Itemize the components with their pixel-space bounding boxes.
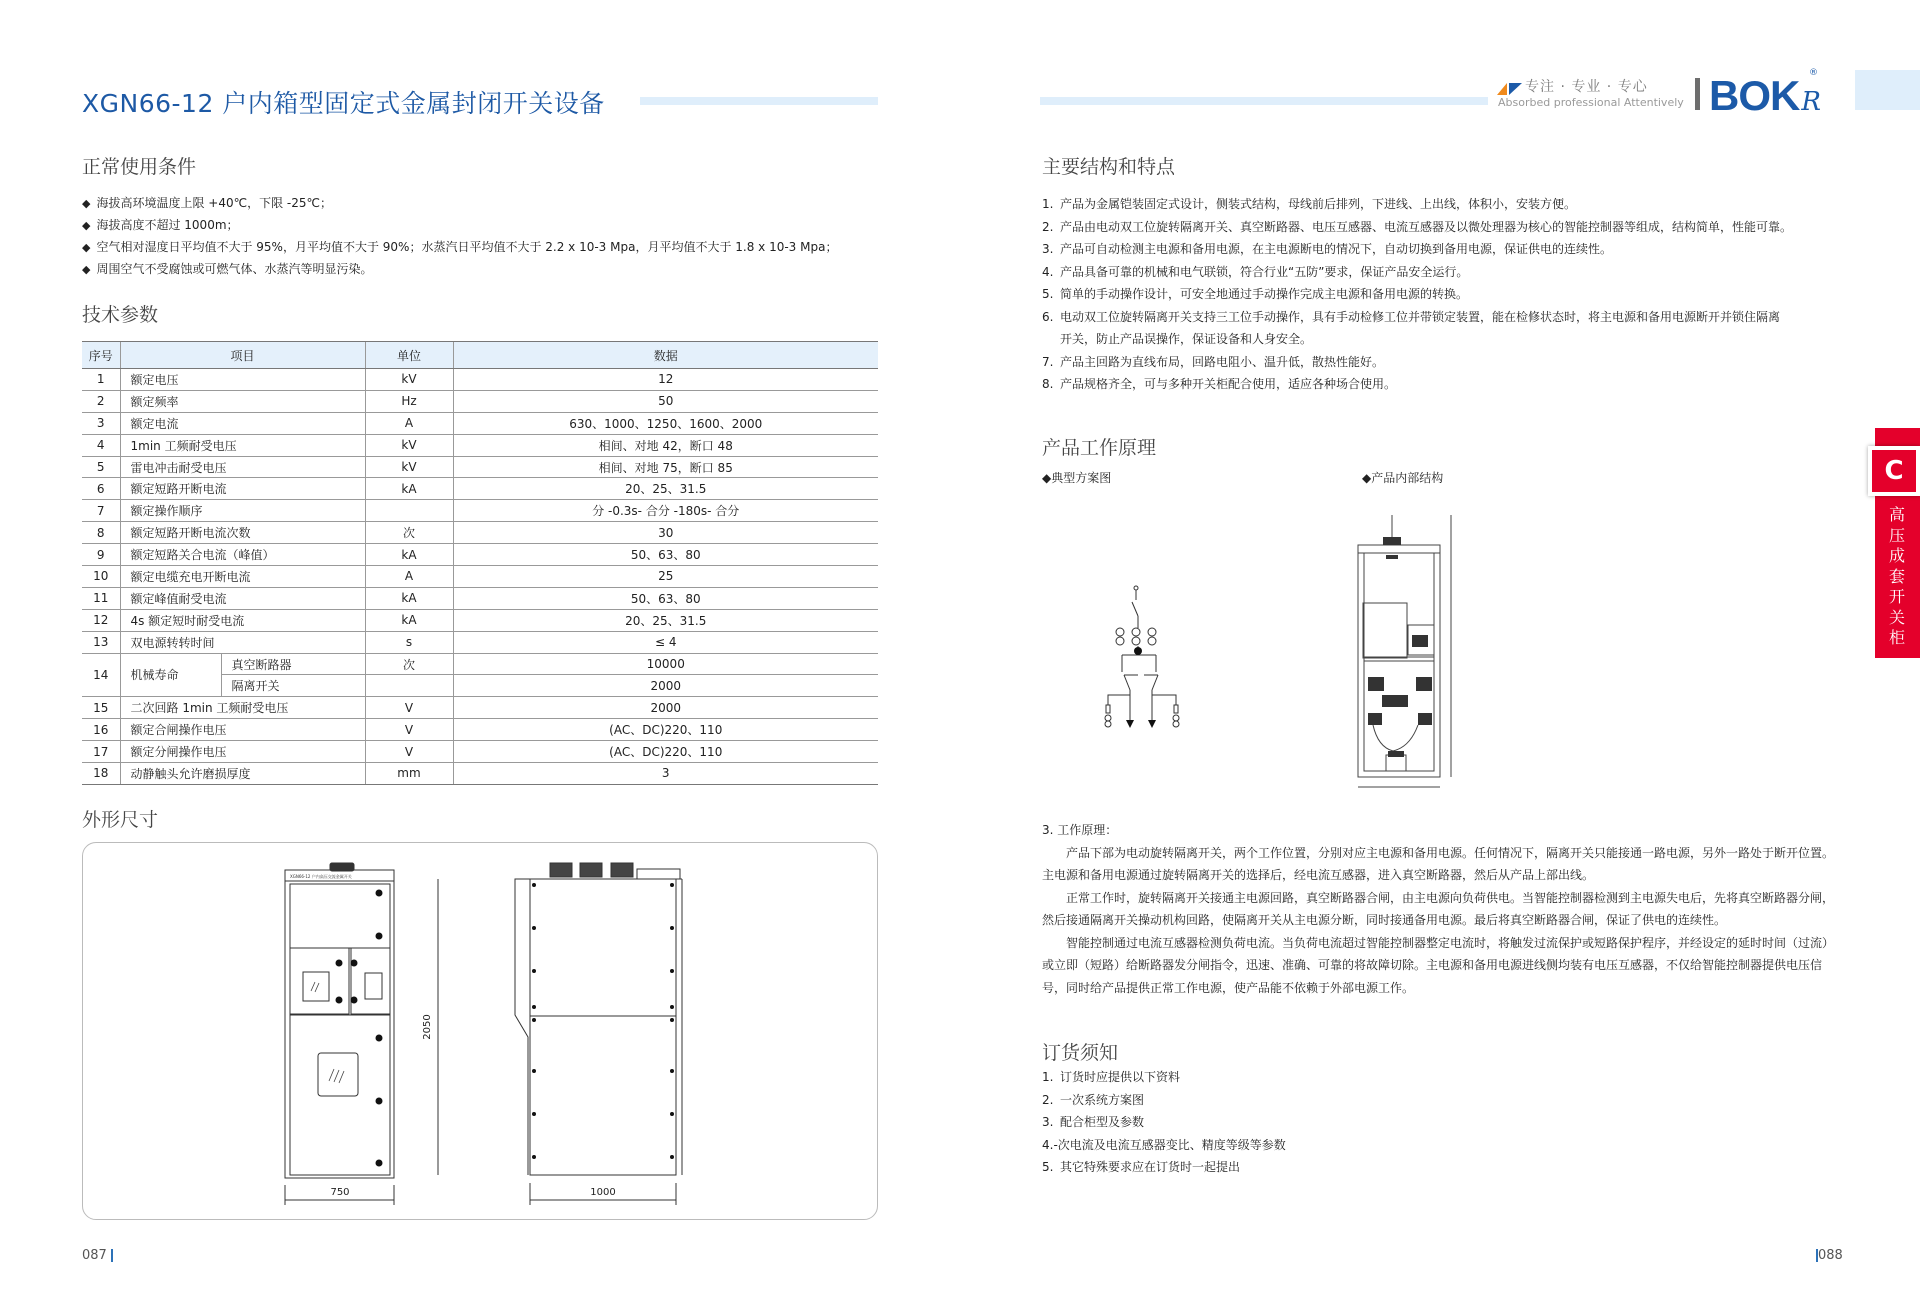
diamond-bullet-icon: ◆ — [82, 219, 91, 232]
table-row — [82, 456, 878, 478]
ordering-list — [1042, 1066, 1286, 1179]
principle-text — [1042, 819, 1842, 999]
list-text: 产品规格齐全，可与多种开关柜配合使用，适应各种场合使用。 — [1060, 377, 1397, 391]
cell-item: 额定合闸操作电压 — [120, 719, 365, 741]
cell-value: 相间、对地 42，断口 48 — [453, 434, 878, 456]
table-row — [82, 697, 878, 719]
page-number-divider — [111, 1249, 113, 1262]
cell-no: 7 — [82, 500, 120, 522]
cell-subitem: 真空断路器 — [221, 653, 365, 675]
table-row — [82, 609, 878, 631]
table-row — [82, 653, 878, 675]
conditions-list — [82, 192, 837, 280]
list-text: 产品由电动双工位旋转隔离开关、真空断路器、电压互感器、电流互感器及以微处理器为核心的智能控制器等组成，结构简单，性能可靠。 — [1060, 219, 1793, 234]
list-text: 产品可自动检测主电源和备用电源，在主电源断电的情况下，自动切换到备用电源，保证供电的连续性。 — [1060, 242, 1613, 256]
table-row — [82, 587, 878, 609]
list-item — [1042, 328, 1792, 351]
list-text: 配合柜型及参数 — [1060, 1115, 1145, 1129]
list-text: 开关，防止产品误操作，保证设备和人身安全。 — [1060, 332, 1313, 346]
features-list — [1042, 193, 1792, 396]
dimension-drawing-frame — [82, 842, 878, 1220]
cell-no: 4 — [82, 434, 120, 456]
list-item — [1042, 306, 1792, 329]
list-text: 产品为金属铠装固定式设计，侧装式结构，母线前后排列，下进线、上出线，体积小，安装方便。 — [1060, 197, 1577, 211]
cell-item: 额定短路关合电流（峰值） — [120, 544, 365, 566]
page-number-left: 087 — [82, 1248, 113, 1263]
cell-value: 20、25、31.5 — [453, 478, 878, 500]
list-item — [1042, 1089, 1286, 1112]
cell-value: 630、1000、1250、1600、2000 — [453, 412, 878, 434]
table-header-row — [82, 342, 878, 369]
cell-unit: mm — [365, 763, 453, 785]
cell-value: 2000 — [453, 675, 878, 697]
cell-value: 50、63、80 — [453, 544, 878, 566]
list-number: 4.- — [1042, 1137, 1058, 1152]
list-item — [1042, 238, 1792, 261]
cell-item: 双电源转转时间 — [120, 631, 365, 653]
diamond-bullet-icon: ◆ — [1362, 471, 1372, 485]
cell-item: 额定电压 — [120, 369, 365, 391]
cell-value: 25 — [453, 566, 878, 588]
principle-paragraph: 产品下部为电动旋转隔离开关，两个工作位置，分别对应主电源和备用电源。任何情况下，隔离开关只能接通一路电源，另外一路处于断开位置。主电源和备用电源通过旋转隔离开关的选择后，经电流互感器，进入真空断路器，然后从产品上部出线。 — [1042, 845, 1835, 882]
page-title: XGN66-12 户内箱型固定式金属封闭开关设备 — [82, 89, 605, 118]
section-title-ordering: 订货须知 — [1042, 1042, 1119, 1064]
diamond-bullet-icon: ◆ — [82, 197, 91, 210]
slogan-en: Absorbed professional Attentively — [1498, 96, 1684, 109]
table-row — [82, 412, 878, 434]
cell-item: 额定短路开断电流次数 — [120, 522, 365, 544]
cell-unit — [365, 675, 453, 697]
cell-value: 12 — [453, 369, 878, 391]
cell-no: 17 — [82, 741, 120, 763]
chapter-letter: C — [1868, 446, 1920, 496]
cell-no: 18 — [82, 763, 120, 785]
list-number: 8. — [1042, 377, 1054, 391]
list-number: 2. — [1042, 1092, 1054, 1107]
list-number: 4. — [1042, 264, 1054, 279]
cell-value: 2000 — [453, 697, 878, 719]
header-item: 项目 — [120, 342, 365, 369]
cell-no: 5 — [82, 456, 120, 478]
brand-separator — [1695, 78, 1700, 110]
cell-value: 相间、对地 75，断口 85 — [453, 456, 878, 478]
cell-no: 3 — [82, 412, 120, 434]
dim-depth: 1000 — [590, 1187, 616, 1198]
chapter-label: 高压成套开关柜 — [1888, 505, 1905, 647]
cell-value: 50、63、80 — [453, 587, 878, 609]
cell-item: 雷电冲击耐受电压 — [120, 456, 365, 478]
cell-no: 12 — [82, 609, 120, 631]
cell-no: 6 — [82, 478, 120, 500]
cell-unit: V — [365, 697, 453, 719]
cell-unit: kV — [365, 369, 453, 391]
cell-unit: V — [365, 741, 453, 763]
cell-unit — [365, 500, 453, 522]
single-line-diagram — [1100, 580, 1190, 730]
section-title-dimensions: 外形尺寸 — [82, 809, 159, 831]
list-item — [1042, 1066, 1286, 1089]
cell-item: 二次回路 1min 工频耐受电压 — [120, 697, 365, 719]
cell-item: 额定电缆充电开断电流 — [120, 566, 365, 588]
list-item — [1042, 193, 1792, 216]
side-view-drawing — [510, 855, 700, 1215]
cell-value: (AC、DC)220、110 — [453, 719, 878, 741]
cell-unit: kA — [365, 609, 453, 631]
table-row — [82, 478, 878, 500]
cell-no: 15 — [82, 697, 120, 719]
cell-item: 额定频率 — [120, 390, 365, 412]
cell-unit: V — [365, 719, 453, 741]
cell-no: 10 — [82, 566, 120, 588]
cell-value: (AC、DC)220、110 — [453, 741, 878, 763]
section-title-principle: 产品工作原理 — [1042, 437, 1157, 459]
list-text: 简单的手动操作设计，可安全地通过手动操作完成主电源和备用电源的转换。 — [1060, 287, 1469, 301]
principle-subheading: 3. 工作原理： — [1042, 823, 1118, 837]
diamond-bullet-icon: ◆ — [1042, 471, 1052, 485]
list-item: ◆ 空气相对湿度日平均值不大于 95%，月平均值不大于 90%；水蒸汽日平均值不大于 2.2 x 10-3 Mpa，月平均值不大于 1.8 x 10-3 Mpa； — [82, 236, 837, 258]
cell-item: 额定分闸操作电压 — [120, 741, 365, 763]
dim-height: 2050 — [422, 1014, 433, 1040]
list-number: 3. — [1042, 1115, 1054, 1129]
cell-unit: kA — [365, 587, 453, 609]
list-item — [1042, 1111, 1286, 1134]
list-number: 3. — [1042, 242, 1054, 256]
list-number: 5. — [1042, 1160, 1054, 1174]
list-item: ◆ 周围空气不受腐蚀或可燃气体、水蒸汽等明显污染。 — [82, 258, 837, 280]
list-item — [1042, 216, 1792, 239]
diamond-bullet-icon: ◆ — [82, 241, 91, 254]
table-row — [82, 500, 878, 522]
cell-no: 11 — [82, 587, 120, 609]
table-row — [82, 369, 878, 391]
list-item — [1042, 1156, 1286, 1179]
list-number: 6. — [1042, 309, 1054, 324]
cell-unit: kV — [365, 456, 453, 478]
brand-triangles-icon — [1495, 80, 1523, 96]
registered-mark: ® — [1809, 68, 1818, 78]
list-number: 5. — [1042, 287, 1054, 301]
title-decor-bar — [640, 97, 878, 105]
cell-unit: 次 — [365, 522, 453, 544]
list-text: 电动双工位旋转隔离开关支持三工位手动操作，具有手动检修工位并带锁定装置，能在检修状态时，将主电源和备用电源断开并锁住隔离 — [1060, 309, 1781, 324]
list-text: 次电流及电流互感器变比、精度等级等参数 — [1057, 1137, 1286, 1152]
brand-logo: BOKR — [1709, 72, 1820, 119]
cell-value: 分 -0.3s- 合分 -180s- 合分 — [453, 500, 878, 522]
header-unit: 单位 — [365, 342, 453, 369]
table-row — [82, 434, 878, 456]
table-row — [82, 631, 878, 653]
table-row — [82, 566, 878, 588]
list-text: 产品具备可靠的机械和电气联锁，符合行业“五防”要求，保证产品安全运行。 — [1060, 264, 1469, 279]
table-row — [82, 522, 878, 544]
front-view-drawing — [270, 855, 470, 1215]
list-item: ◆ 海拔高度不超过 1000m； — [82, 214, 837, 236]
table-row — [82, 719, 878, 741]
diamond-bullet-icon: ◆ — [82, 263, 91, 276]
cabinet-nameplate: XGN66-12 户内高压交流金属开关 — [290, 874, 352, 879]
cell-unit: A — [365, 412, 453, 434]
cell-no: 9 — [82, 544, 120, 566]
list-item — [1042, 373, 1792, 396]
title-decor-bar-right — [1040, 97, 1488, 105]
cell-item: 机械寿命 — [120, 653, 221, 697]
diagram-label-left: ◆典型方案图 — [1042, 471, 1112, 485]
cell-value: 50 — [453, 390, 878, 412]
cell-no: 16 — [82, 719, 120, 741]
cell-item: 额定操作顺序 — [120, 500, 365, 522]
cell-item: 额定电流 — [120, 412, 365, 434]
cell-no: 2 — [82, 390, 120, 412]
list-item — [1042, 351, 1792, 374]
page-number-right: 088 — [1818, 1248, 1843, 1263]
section-title-features: 主要结构和特点 — [1042, 156, 1176, 178]
table-row — [82, 390, 878, 412]
table-row — [82, 763, 878, 785]
cell-value: 20、25、31.5 — [453, 609, 878, 631]
brand-block — [1495, 68, 1915, 119]
list-item — [1042, 1134, 1286, 1157]
principle-paragraph: 智能控制通过电流互感器检测负荷电流。当负荷电流超过智能控制器整定电流时，将触发过流保护或短路保护程序，并经设定的延时时间（过流）或立即（短路）给断路器发分闸指令，迅速、准确、可靠的将故障切除。主电源和备用电源进线侧均装有电压互感器，不仅给智能控制器提供电压信号，同时给产品提供正常工作电源，使产品能不依赖于外部电源工作。 — [1042, 935, 1835, 995]
cell-value: 3 — [453, 763, 878, 785]
table-row — [82, 544, 878, 566]
cell-unit: kA — [365, 478, 453, 500]
list-number: 7. — [1042, 354, 1054, 369]
list-text: 其它特殊要求应在订货时一起提出 — [1060, 1160, 1241, 1174]
cell-item: 4s 额定短时耐受电流 — [120, 609, 365, 631]
cell-unit: Hz — [365, 390, 453, 412]
spec-table — [82, 341, 878, 785]
list-item — [1042, 261, 1792, 284]
cell-item: 动静触头允许磨损厚度 — [120, 763, 365, 785]
diagram-label-right: ◆产品内部结构 — [1362, 471, 1444, 485]
cell-item: 额定短路开断电流 — [120, 478, 365, 500]
slogan-cn: 专注 · 专业 · 专心 — [1525, 79, 1648, 95]
cell-no: 1 — [82, 369, 120, 391]
header-no: 序号 — [82, 342, 120, 369]
section-title-conditions: 正常使用条件 — [82, 156, 197, 178]
section-title-tech: 技术参数 — [82, 304, 159, 326]
cell-item: 1min 工频耐受电压 — [120, 434, 365, 456]
list-number: 1. — [1042, 1070, 1054, 1084]
cell-no: 13 — [82, 631, 120, 653]
list-number: 1. — [1042, 197, 1054, 211]
cell-unit: kA — [365, 544, 453, 566]
list-item: ◆ 海拔高环境温度上限 +40℃，下限 -25℃； — [82, 192, 837, 214]
cell-item: 额定峰值耐受电流 — [120, 587, 365, 609]
table-row — [82, 741, 878, 763]
cell-no: 14 — [82, 653, 120, 697]
cell-unit: kV — [365, 434, 453, 456]
cell-no: 8 — [82, 522, 120, 544]
list-number: 2. — [1042, 219, 1054, 234]
list-item — [1042, 283, 1792, 306]
cell-value: 30 — [453, 522, 878, 544]
list-text: 产品主回路为直线布局，回路电阻小、温升低，散热性能好。 — [1060, 354, 1385, 369]
list-text: 一次系统方案图 — [1060, 1092, 1145, 1107]
cell-subitem: 隔离开关 — [221, 675, 365, 697]
internal-structure-diagram — [1348, 515, 1458, 795]
principle-paragraph: 正常工作时，旋转隔离开关接通主电源回路，真空断路器合闸，由主电源向负荷供电。当智能控制器检测到主电源失电后，先将真空断路器分闸，然后接通隔离开关操动机构回路，使隔离开关从主电源分断，同时接通备用电源。最后将真空断路器合闸，保证了供电的连续性。 — [1042, 890, 1835, 927]
cell-unit: s — [365, 631, 453, 653]
list-text: 订货时应提供以下资料 — [1060, 1070, 1181, 1084]
cell-unit: A — [365, 566, 453, 588]
cell-value: ≤ 4 — [453, 631, 878, 653]
header-value: 数据 — [453, 342, 878, 369]
dim-width-front: 750 — [330, 1187, 350, 1198]
cell-value: 10000 — [453, 653, 878, 675]
cell-unit: 次 — [365, 653, 453, 675]
